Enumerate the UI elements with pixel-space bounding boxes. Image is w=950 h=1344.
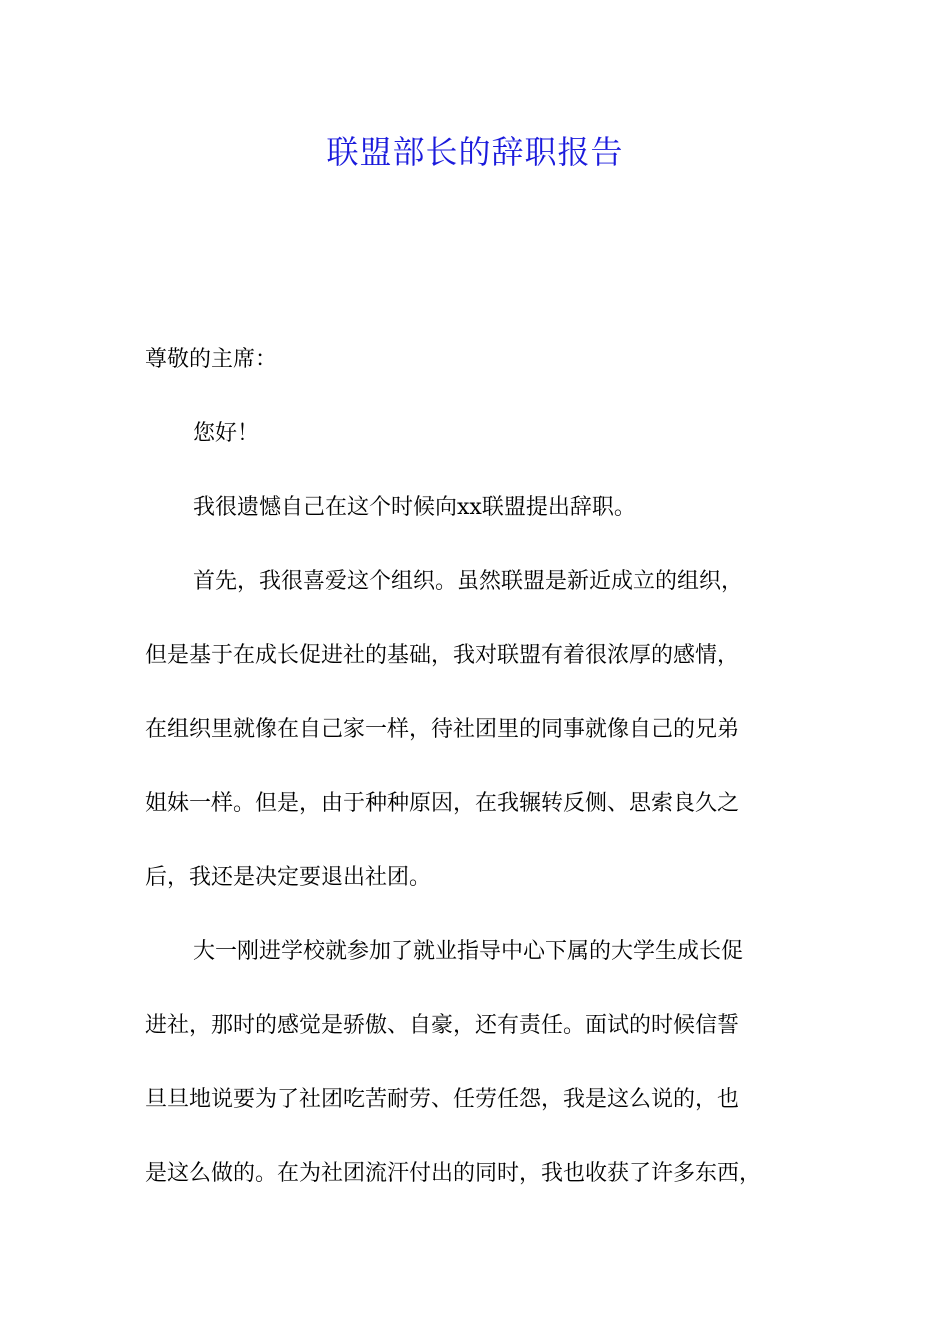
paragraph-line: 是这么做的。在为社团流汗付出的同时，我也收获了许多东西， [145,1161,762,1186]
paragraph-line: 我很遗憾自己在这个时候向xx联盟提出辞职。 [193,495,636,520]
paragraph-line: 但是基于在成长促进社的基础，我对联盟有着很浓厚的感情， [145,643,740,668]
paragraph-line: 进社，那时的感觉是骄傲、自豪，还有责任。面试的时候信誓 [145,1013,740,1038]
greeting: 您好！ [193,421,260,446]
paragraph-line: 姐妹一样。但是，由于种种原因，在我辗转反侧、思索良久之 [145,791,740,816]
paragraph-line: 在组织里就像在自己家一样，待社团里的同事就像自己的兄弟 [145,717,740,742]
paragraph-line: 大一刚进学校就参加了就业指导中心下属的大学生成长促 [193,939,744,964]
paragraph-line: 旦旦地说要为了社团吃苦耐劳、任劳任怨，我是这么说的，也 [145,1087,740,1112]
paragraph-line: 首先，我很喜爱这个组织。虽然联盟是新近成立的组织， [193,569,744,594]
paragraph-line: 后，我还是决定要退出社团。 [145,865,432,890]
salutation: 尊敬的主席： [145,347,278,372]
document-title: 联盟部长的辞职报告 [326,133,624,171]
